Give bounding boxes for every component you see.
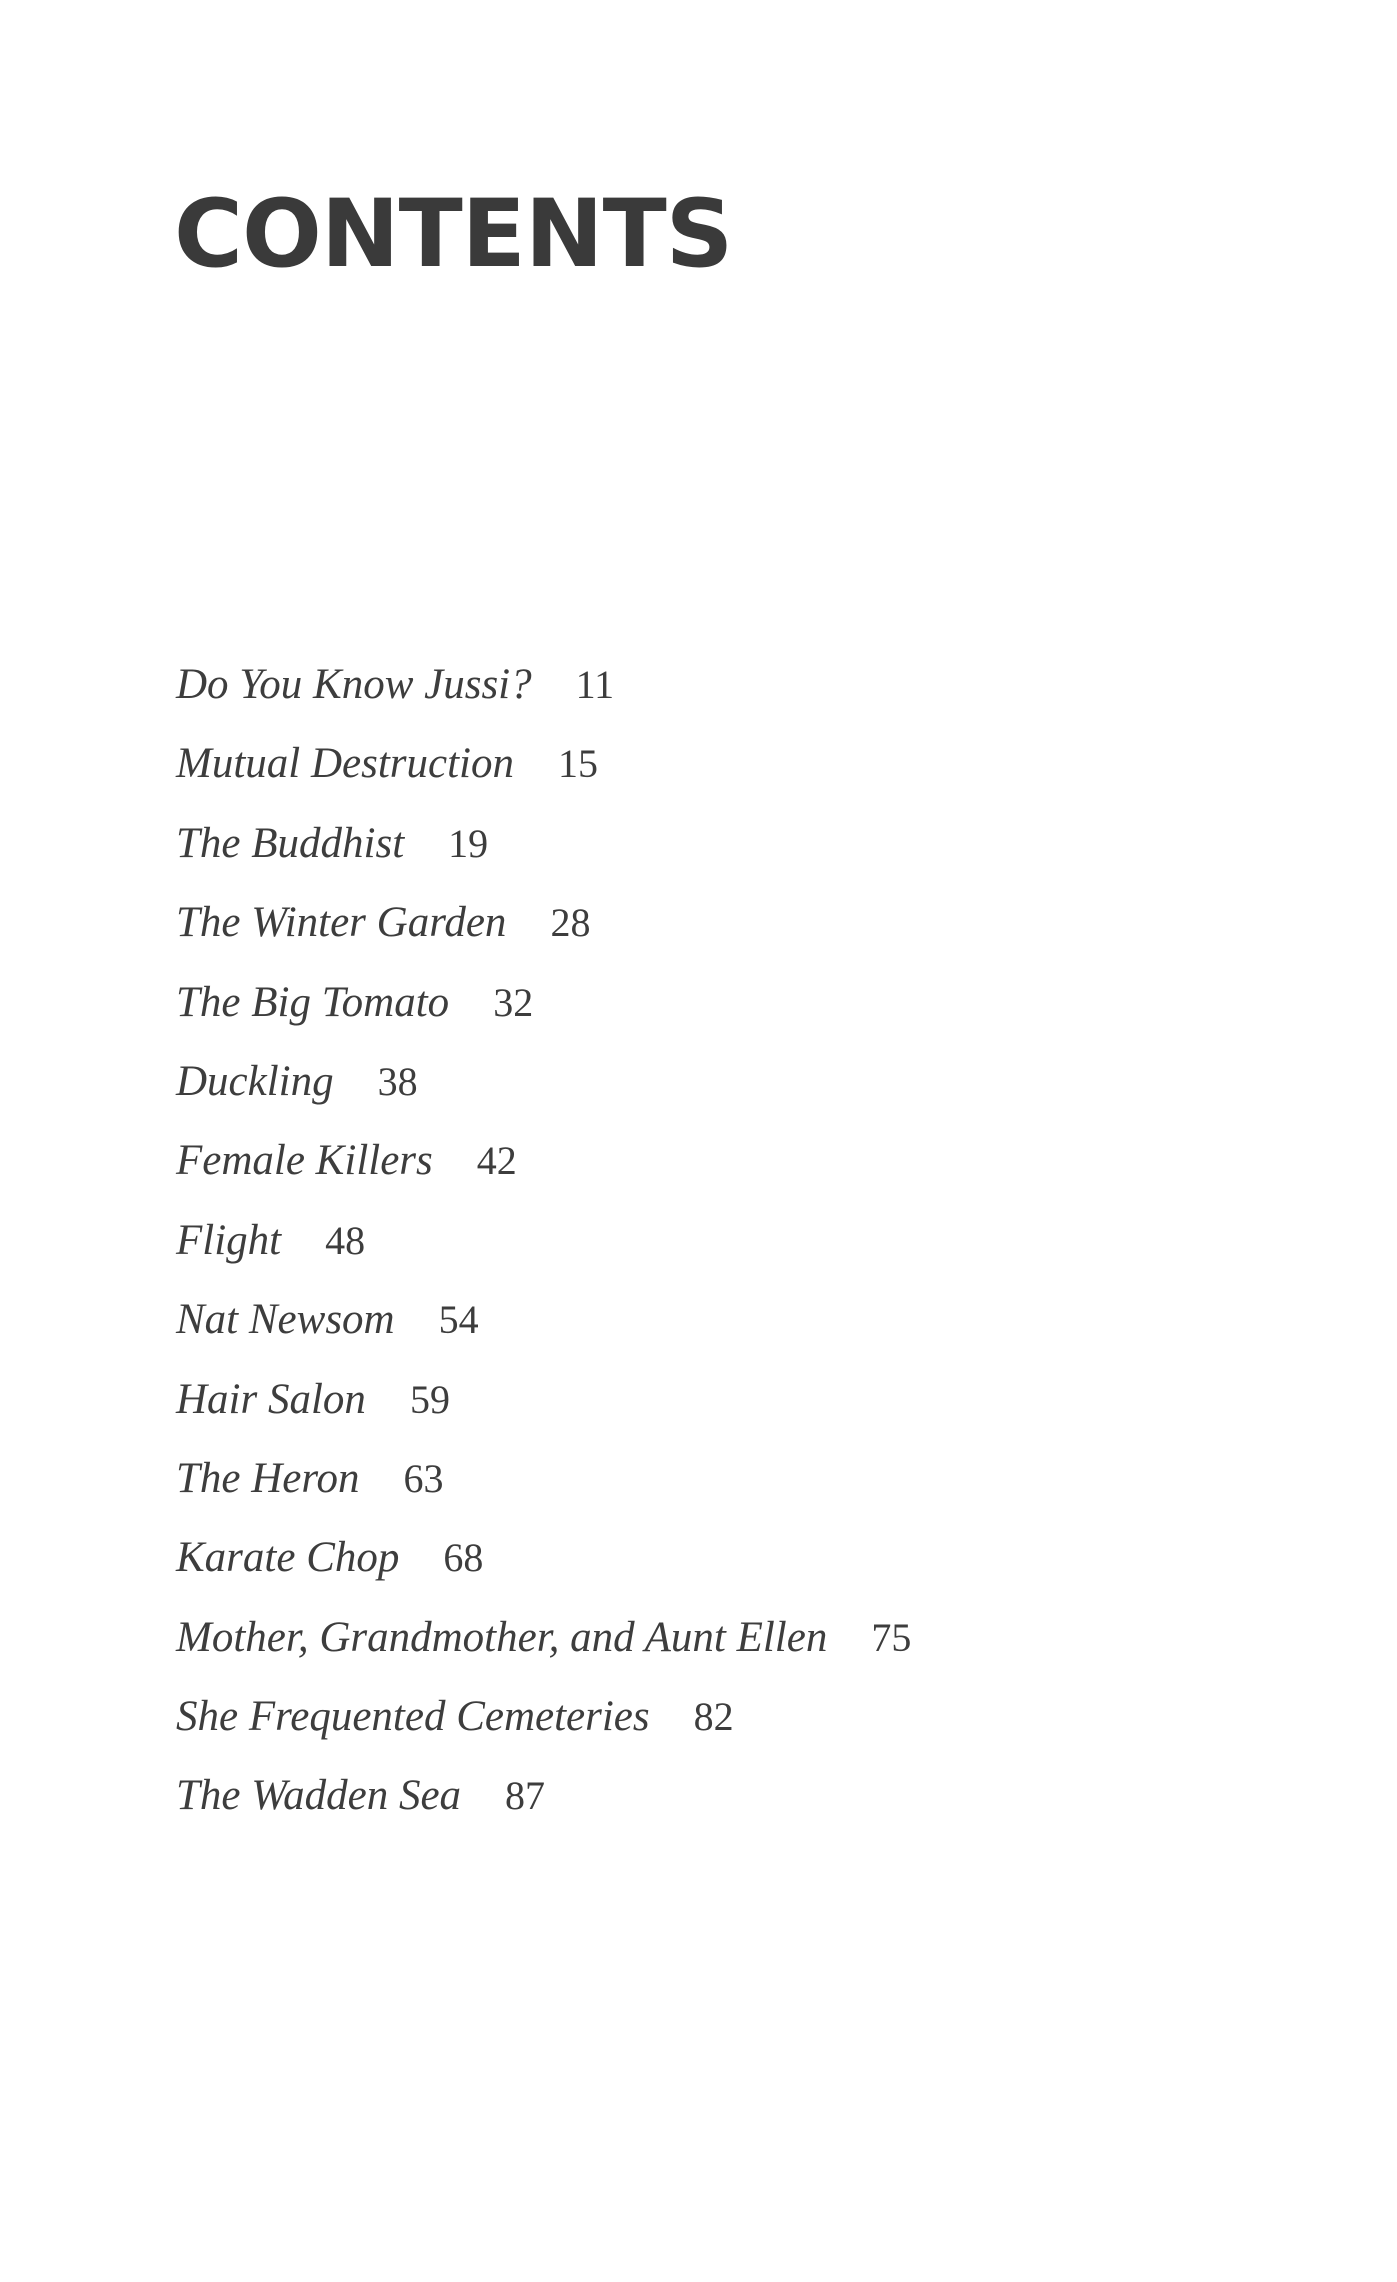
toc-entry-page-number: 75	[871, 1614, 912, 1660]
toc-entry-title: The Wadden Sea	[176, 1772, 462, 1820]
toc-entry-title: Karate Chop	[176, 1534, 400, 1582]
toc-entry[interactable]	[176, 1057, 911, 1136]
toc-entry-title: Flight	[176, 1216, 282, 1264]
toc-entry[interactable]	[176, 1216, 911, 1295]
toc-entry[interactable]	[176, 1454, 911, 1533]
toc-entry[interactable]	[176, 1375, 911, 1454]
toc-entry-page-number: 68	[443, 1535, 484, 1581]
toc-entry-title: The Heron	[176, 1454, 360, 1502]
toc-entry-page-number: 54	[438, 1297, 479, 1343]
toc-entry[interactable]	[176, 1295, 911, 1374]
toc-entry[interactable]	[176, 819, 911, 898]
toc-entry-page-number: 87	[505, 1773, 546, 1819]
toc-entry-title: The Buddhist	[176, 819, 405, 867]
toc-entry[interactable]	[176, 1613, 911, 1692]
table-of-contents	[176, 660, 911, 1851]
toc-entry[interactable]	[176, 660, 911, 739]
toc-entry-title: Female Killers	[176, 1137, 433, 1185]
toc-entry[interactable]	[176, 978, 911, 1057]
toc-entry-page-number: 32	[493, 979, 534, 1025]
toc-entry-title: Do You Know Jussi?	[176, 661, 532, 708]
toc-entry-page-number: 19	[448, 820, 489, 866]
toc-entry-page-number: 38	[377, 1058, 418, 1104]
toc-entry-page-number: 82	[693, 1694, 734, 1740]
toc-entry-title: Mutual Destruction	[176, 740, 514, 788]
toc-entry[interactable]	[176, 1533, 911, 1612]
toc-entry-title: Mother, Grandmother, and Aunt Ellen	[176, 1613, 828, 1661]
toc-entry-page-number: 59	[409, 1376, 450, 1422]
toc-entry-title: The Winter Garden	[176, 899, 507, 947]
toc-entry[interactable]	[176, 1136, 911, 1215]
toc-entry-page-number: 15	[558, 741, 598, 787]
toc-entry[interactable]	[176, 739, 911, 818]
toc-entry-title: The Big Tomato	[176, 978, 450, 1026]
toc-entry-title: Hair Salon	[176, 1375, 366, 1423]
page-title: CONTENTS	[174, 180, 733, 289]
toc-entry-page-number: 48	[325, 1217, 366, 1263]
toc-entry[interactable]	[176, 1771, 911, 1850]
toc-entry-title: Duckling	[176, 1057, 334, 1105]
toc-entry[interactable]	[176, 1692, 911, 1771]
toc-entry-title: She Frequented Cemeteries	[176, 1693, 650, 1741]
toc-entry[interactable]	[176, 898, 911, 977]
toc-entry-title: Nat Newsom	[176, 1296, 395, 1344]
toc-entry-page-number: 42	[476, 1138, 517, 1184]
toc-entry-page-number: 11	[575, 662, 615, 707]
toc-entry-page-number: 28	[550, 900, 591, 946]
toc-entry-page-number: 63	[403, 1455, 444, 1501]
